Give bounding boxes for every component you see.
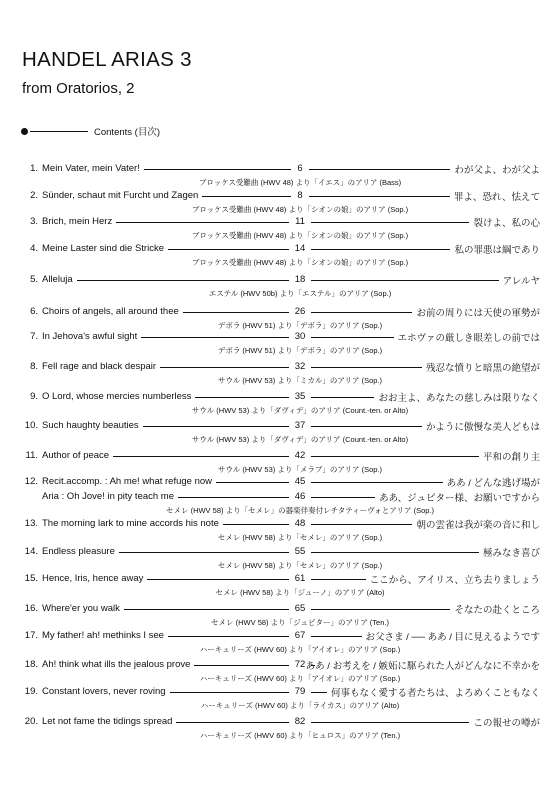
entry-page-number: 67	[294, 630, 306, 641]
entry-title-row	[0, 160, 560, 176]
entry-title-row	[0, 473, 560, 489]
entry-page-number: 18	[294, 274, 306, 285]
entry-title-en: Alleluja	[42, 274, 73, 285]
entry-number: 14.	[24, 546, 38, 557]
entry-source: ハーキュリーズ (HWV 60) より「アイオレ」のアリア (Sop.)	[199, 674, 401, 683]
entry-title-row	[0, 515, 560, 531]
entry-title-en: Hence, Iris, hence away	[42, 573, 144, 584]
leader-line	[116, 222, 289, 223]
entry-title-row	[0, 447, 560, 463]
entry-source: セメレ (HWV 58) より「ジューノ」のアリア (Alto)	[215, 588, 385, 597]
leader-line	[311, 665, 315, 666]
entry-number: 18.	[24, 659, 38, 670]
leader-line	[216, 482, 289, 483]
entry-title-en: In Jehova's awful sight	[42, 331, 138, 342]
entry-page-number: 65	[294, 603, 306, 614]
entry-title-row	[0, 388, 560, 404]
entry-title-en: Let not fame the tidings spread	[42, 716, 173, 727]
entry-title-en: Aria : Oh Jove! in pity teach me	[42, 491, 175, 502]
leader-line	[311, 426, 422, 427]
entry-number: 9.	[30, 391, 38, 402]
entry-page-number: 61	[294, 573, 306, 584]
entry-number: 7.	[30, 331, 38, 342]
entry-page-number: 26	[294, 306, 306, 317]
entry-page-number: 82	[294, 716, 306, 727]
leader-line	[168, 636, 289, 637]
leader-line	[311, 636, 361, 637]
entry-number: 1.	[30, 163, 38, 174]
entry-title-en: Recit.accomp. : Ah me! what refuge now	[42, 476, 213, 487]
entry-page-number: 30	[294, 331, 306, 342]
entry-title-ja: お父さま / ── ああ / 目に見えるようです	[365, 632, 540, 643]
leader-line	[113, 456, 289, 457]
leader-line	[77, 280, 289, 281]
leader-line	[311, 609, 450, 610]
entry-number: 16.	[24, 603, 38, 614]
entry-number: 12.	[24, 476, 38, 487]
entry-title-ja: ああ / お考えを / 嫉妬に駆られた人がどんなに不幸かを	[305, 661, 540, 672]
entry-title-en: Choirs of angels, all around thee	[42, 306, 179, 317]
entry-title-ja: エホヴァの厳しき眼差しの前では	[397, 333, 540, 344]
entry-number: 8.	[30, 361, 38, 372]
entry-page-number: 42	[294, 450, 306, 461]
contents-label: Contents (目次)	[94, 127, 160, 138]
entry-title-row	[0, 543, 560, 559]
entry-source: ハーキュリーズ (HWV 60) より「ライカス」のアリア (Alto)	[200, 701, 400, 710]
entry-title-row	[0, 271, 560, 287]
entry-title-row	[0, 328, 560, 344]
entry-number: 17.	[24, 630, 38, 641]
leader-line	[160, 367, 289, 368]
leader-line	[223, 524, 289, 525]
entry-title-ja: 罪よ、恐れ、怯えて	[453, 192, 540, 203]
entry-page-number: 35	[294, 391, 306, 402]
entry-title-ja: 私の罪悪は綱であり	[454, 245, 540, 256]
entry-page-number: 55	[294, 546, 306, 557]
entry-title-en: Ah! think what ills the jealous prove	[42, 659, 191, 670]
entry-title-ja: ああ、ジュピター様、お願いですから	[379, 493, 540, 504]
entry-title-ja: アレルヤ	[502, 276, 540, 287]
entry-source: ブロッケス受難曲 (HWV 48) より「イエス」のアリア (Bass)	[198, 178, 402, 187]
entry-title-en: Brich, mein Herz	[42, 216, 113, 227]
entry-page-number: 72	[294, 659, 306, 670]
entry-source: セメレ (HWV 58) より「ジュピター」のアリア (Ten.)	[211, 618, 389, 627]
leader-line	[311, 552, 479, 553]
entry-title-ja: わが父よ、わが父よ	[454, 165, 540, 176]
entry-page-number: 32	[294, 361, 306, 372]
entry-source: サウル (HWV 53) より「ダヴィデ」のアリア (Count.-ten. or Alto)	[191, 435, 409, 444]
entry-title-en: O Lord, whose mercies numberless	[42, 391, 192, 402]
entry-title-ja: この報せの噂が	[473, 718, 540, 729]
entry-page-number: 11	[295, 216, 305, 227]
entry-source: ブロッケス受難曲 (HWV 48) より「シオンの娘」のアリア (Sop.)	[191, 258, 409, 267]
entry-title-ja: お前の周りには天使の軍勢が	[416, 308, 540, 319]
entry-title-en: Endless pleasure	[42, 546, 115, 557]
entry-source: ブロッケス受難曲 (HWV 48) より「シオンの娘」のアリア (Sop.)	[191, 205, 409, 214]
entry-title-en: My father! ah! methinks I see	[42, 630, 164, 641]
entry-title-row	[0, 656, 560, 672]
entry-source: セメレ (HWV 58) より「セメレ」の器楽伴奏付レチタティーヴォとアリア (Sop.)	[165, 506, 435, 515]
leader-line	[168, 249, 289, 250]
entry-title-en: Fell rage and black despair	[42, 361, 157, 372]
entry-title-ja: 極みなき喜び	[482, 548, 540, 559]
leader-line	[202, 196, 291, 197]
contents-entry	[0, 473, 560, 513]
entry-source: エステル (HWV 50b) より「エステル」のアリア (Sop.)	[208, 289, 392, 298]
entry-page-number: 37	[294, 420, 306, 431]
entry-title-row	[0, 627, 560, 643]
entry-title-row	[0, 213, 560, 229]
entry-title-en: The morning lark to mine accords his note	[42, 518, 219, 529]
leader-line	[124, 609, 289, 610]
leader-line	[311, 280, 498, 281]
entry-source: サウル (HWV 53) より「ミカル」のアリア (Sop.)	[217, 376, 383, 385]
entry-page-number: 6	[297, 163, 303, 174]
entry-title-ja: ここから、アイリス、立ち去りましょう	[369, 575, 540, 586]
page-subtitle: from Oratorios, 2	[22, 80, 135, 97]
entry-page-number: 48	[294, 518, 306, 529]
entry-number: 5.	[30, 274, 38, 285]
entry-title-row	[0, 713, 560, 729]
entry-title-en: Meine Laster sind die Stricke	[42, 243, 164, 254]
leader-line	[309, 169, 451, 170]
entry-title-row	[0, 187, 560, 203]
entry-title-ja: 平和の創り主	[482, 452, 540, 463]
leader-line	[311, 456, 479, 457]
leader-line	[311, 249, 450, 250]
leader-line	[311, 579, 365, 580]
entry-page-number: 79	[294, 686, 306, 697]
leader-line	[311, 397, 374, 398]
entry-title-ja: 裂けよ、私の心	[473, 218, 540, 229]
entry-page-number: 45	[294, 476, 306, 487]
entry-title-row	[0, 240, 560, 256]
leader-line	[311, 497, 375, 498]
entry-page-number: 8	[297, 190, 303, 201]
entry-title-en: Sünder, schaut mit Furcht und Zagen	[42, 190, 199, 201]
leader-line	[141, 337, 288, 338]
entry-page-number: 46	[294, 491, 306, 502]
entry-source: デボラ (HWV 51) より「デボラ」のアリア (Sop.)	[217, 321, 383, 330]
leader-line	[311, 222, 470, 223]
entry-title-row	[0, 570, 560, 586]
page-title: HANDEL ARIAS 3	[22, 48, 192, 71]
entry-title-ja: そなたの赴くところ	[454, 605, 540, 616]
entry-number: 3.	[30, 216, 38, 227]
leader-line	[311, 692, 327, 693]
entry-title-en: Such haughty beauties	[42, 420, 139, 431]
entry-title-row	[0, 358, 560, 374]
entry-source: セメレ (HWV 58) より「セメレ」のアリア (Sop.)	[217, 561, 383, 570]
entry-title-ja: おお主よ、あなたの慈しみは限りなく	[378, 393, 540, 404]
entry-title-en: Mein Vater, mein Vater!	[42, 163, 140, 174]
entry-title-row	[0, 683, 560, 699]
entry-number: 2.	[30, 190, 38, 201]
entry-number: 20.	[24, 716, 38, 727]
entry-title-ja: 何事もなく愛する者たちは、よろめくこともなく	[330, 688, 540, 699]
leader-line	[311, 367, 422, 368]
entry-title-row	[0, 303, 560, 319]
entry-number: 15.	[24, 573, 38, 584]
entry-source: ハーキュリーズ (HWV 60) より「アイオレ」のアリア (Sop.)	[199, 645, 401, 654]
entry-title-row	[0, 417, 560, 433]
leader-line	[311, 337, 393, 338]
entry-title-row	[0, 600, 560, 616]
leader-line	[147, 579, 288, 580]
entry-title-ja: かように傲慢な美人どもは	[425, 422, 540, 433]
leader-line	[176, 722, 288, 723]
leader-line	[311, 482, 442, 483]
entry-number: 4.	[30, 243, 38, 254]
leader-line	[194, 665, 288, 666]
entry-source: サウル (HWV 53) より「メラブ」のアリア (Sop.)	[217, 465, 383, 474]
leader-line	[119, 552, 289, 553]
leader-line	[311, 524, 412, 525]
entry-title-en: Constant lovers, never roving	[42, 686, 166, 697]
entry-title-ja: 朝の雲雀は我が楽の音に和し	[416, 520, 540, 531]
entry-title-en: Author of peace	[42, 450, 110, 461]
entry-number: 6.	[30, 306, 38, 317]
entry-source: セメレ (HWV 58) より「セメレ」のアリア (Sop.)	[217, 533, 383, 542]
leader-line	[309, 196, 450, 197]
entry-title-ja: ああ / どんな逃げ場が	[446, 478, 540, 489]
entry-title-row	[0, 488, 560, 504]
entry-number: 10.	[24, 420, 38, 431]
leader-line	[183, 312, 289, 313]
leader-line	[170, 692, 289, 693]
leader-line	[311, 312, 412, 313]
leader-line	[195, 397, 288, 398]
entry-title-en: Where'er you walk	[42, 603, 120, 614]
entry-number: 11.	[25, 450, 38, 461]
entry-title-ja: 残忍な憤りと暗黒の絶望が	[425, 363, 540, 374]
leader-line	[144, 169, 291, 170]
entry-source: ハーキュリーズ (HWV 60) より「ヒュロス」のアリア (Ten.)	[199, 731, 401, 740]
contents-entry	[0, 713, 560, 753]
leader-line	[311, 722, 469, 723]
entry-number: 19.	[24, 686, 38, 697]
leader-line	[143, 426, 289, 427]
entry-source: デボラ (HWV 51) より「デボラ」のアリア (Sop.)	[217, 346, 383, 355]
entry-source: ブロッケス受難曲 (HWV 48) より「シオンの娘」のアリア (Sop.)	[191, 231, 409, 240]
entry-source: サウル (HWV 53) より「ダヴィデ」のアリア (Count.-ten. or Alto)	[191, 406, 409, 415]
entry-page-number: 14	[294, 243, 306, 254]
leader-line	[178, 497, 289, 498]
entry-number: 13.	[24, 518, 38, 529]
